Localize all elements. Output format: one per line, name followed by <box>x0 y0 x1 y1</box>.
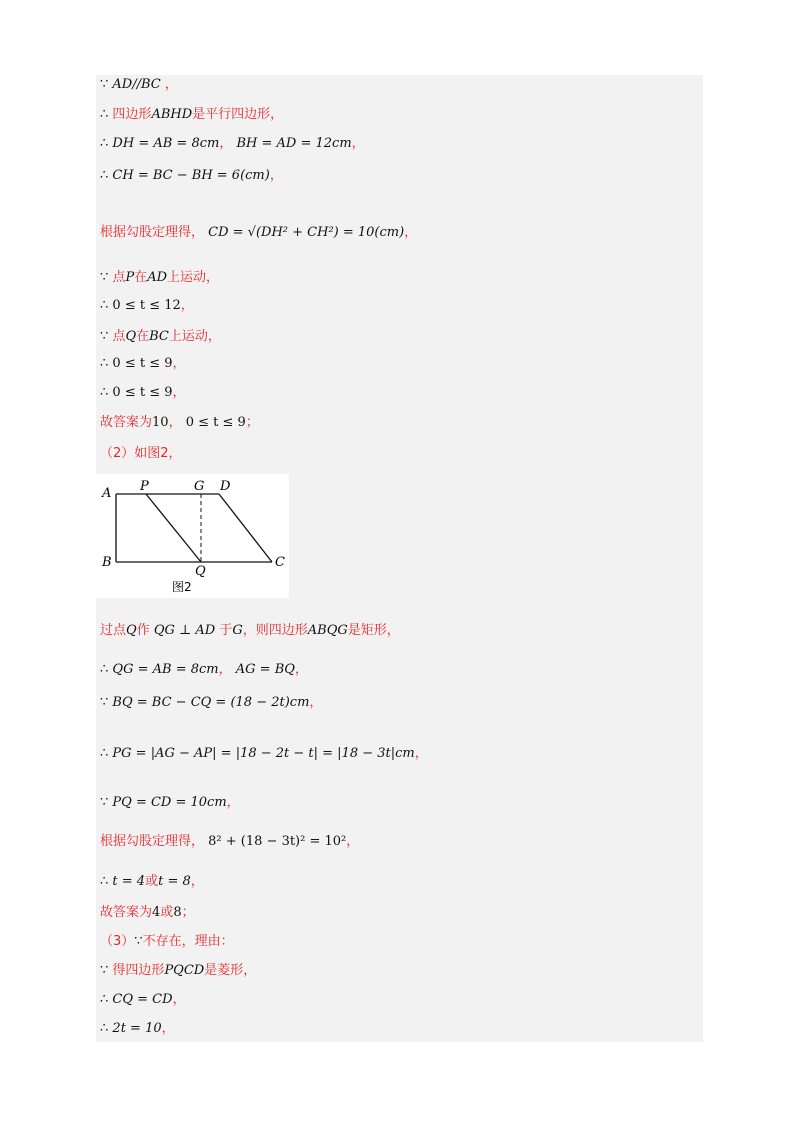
line-10: ∴ 0 ≤ t ≤ 9， <box>100 385 186 400</box>
line-2: ∴ 四边形ABHD是平行四边形， <box>100 107 284 122</box>
line-15: ∵ BQ = BC − CQ = (18 − 2t)cm， <box>100 695 323 710</box>
line-13: 过点Q作 QG ⊥ AD 于G，则四边形ABQG是矩形， <box>100 623 400 638</box>
line-21: （3）∵不存在，理由： <box>100 934 234 949</box>
segment-PQ <box>146 494 201 562</box>
segment-DC <box>219 494 272 562</box>
line-5: 根据勾股定理得， CD = √(DH² + CH²) = 10(cm)， <box>100 225 418 240</box>
line-7: ∴ 0 ≤ t ≤ 12， <box>100 298 194 313</box>
line-17: ∵ PQ = CD = 10cm， <box>100 795 240 810</box>
line-24: ∴ 2t = 10， <box>100 1021 175 1036</box>
line-23: ∴ CQ = CD， <box>100 992 186 1007</box>
figure-caption: 图2 <box>172 580 192 594</box>
line-6: ∵ 点P在AD上运动， <box>100 270 220 285</box>
parallelogram-diagram <box>96 474 289 598</box>
label-P: P <box>140 479 149 494</box>
label-Q: Q <box>195 564 206 579</box>
line-18: 根据勾股定理得， 8² + (18 − 3t)² = 10²， <box>100 834 360 849</box>
line-19: ∴ t = 4或t = 8， <box>100 874 204 889</box>
line-3: ∴ DH = AB = 8cm， BH = AD = 12cm， <box>100 136 365 151</box>
figure-2 <box>96 474 289 598</box>
line-9: ∴ 0 ≤ t ≤ 9， <box>100 356 186 371</box>
line-8: ∵ 点Q在BC上运动， <box>100 329 221 344</box>
line-12: （2）如图2， <box>100 446 182 461</box>
line-1: ∵ AD//BC ， <box>100 77 178 92</box>
label-D: D <box>220 479 231 494</box>
line-4: ∴ CH = BC − BH = 6(cm)， <box>100 168 283 183</box>
line-20: 故答案为4或8； <box>100 905 195 920</box>
line-22: ∵ 得四边形PQCD是菱形， <box>100 963 257 978</box>
label-B: B <box>102 555 112 570</box>
line-16: ∴ PG = |AG − AP| = |18 − 2t − t| = |18 − 3t|cm， <box>100 746 428 761</box>
label-G: G <box>194 479 205 494</box>
label-C: C <box>275 555 285 570</box>
line-11: 故答案为10， 0 ≤ t ≤ 9； <box>100 415 259 430</box>
label-A: A <box>102 486 112 501</box>
line-14: ∴ QG = AB = 8cm， AG = BQ， <box>100 662 308 677</box>
